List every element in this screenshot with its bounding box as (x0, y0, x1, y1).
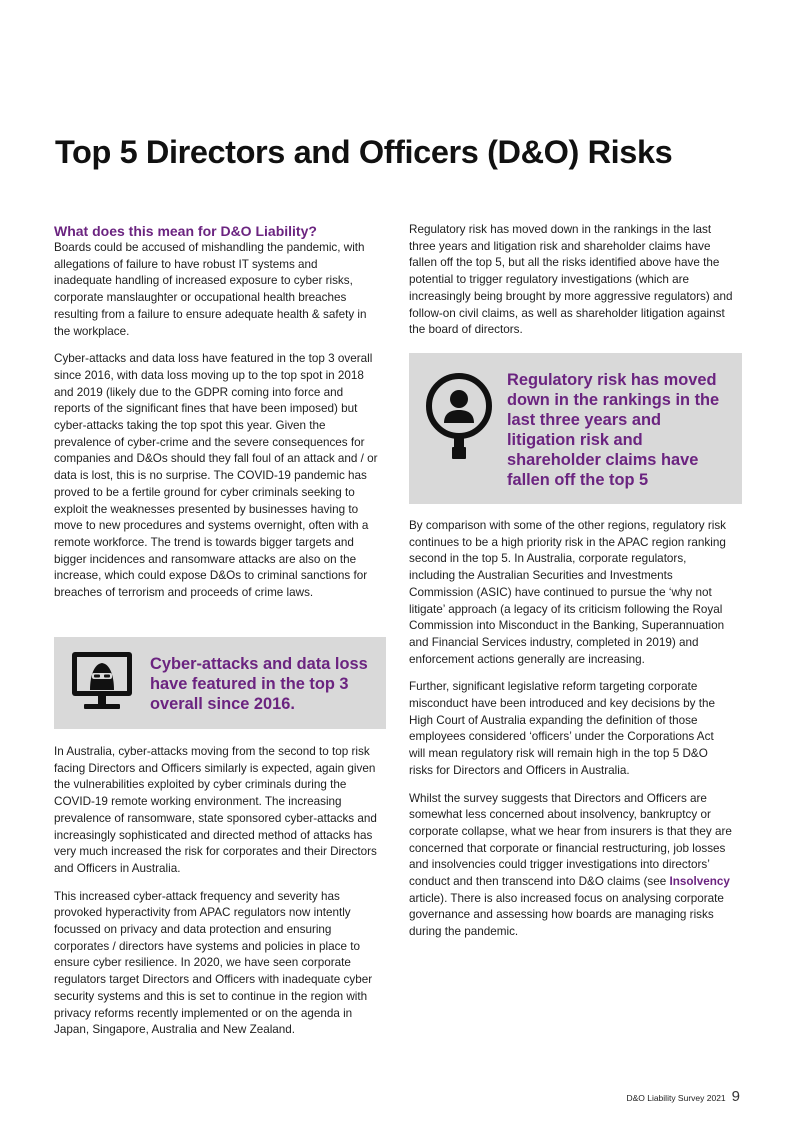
callout-text: Cyber-attacks and data loss have featured in the top 3 overall since 2016. (150, 655, 368, 713)
left-column (54, 222, 378, 602)
paragraph: In Australia, cyber-attacks moving from the second to top risk facing Directors and Officers similarly is expected, again given the vulnerabilities exploited by cyber criminals during the COVID-19 remote working environment. The increasing prevalence of ransomware, state sponsored cyber-attacks and increasingly sophisticated and directed method of attacks has very much increased the risk for corporates and their Directors and Officers in Australia. (54, 745, 377, 875)
paragraph: Cyber-attacks and data loss have featured in the top 3 overall since 2016, with data loss moving up to the top spot in 2018 and 2019 (likely due to the GDPR coming into force and reports of the significant fines that have been imposed) but cyber-attacks taking the top spot this year. Given the prevalence of cyber-crime and the severe consequences for companies and D&Os should they fall foul of an attack and / or data is lost, this is no surprise. The COVID-19 pandemic has proved to be a fertile ground for cyber criminals seeking to exploit the weaknesses presented by businesses having to move to new procedures and systems overnight, often with a remote workforce. The trend is towards bigger targets and bigger incidences and ransomware attacks are also on the increase, which could expose D&Os to criminal sanctions for breaches of terrorism and proceeds of crime laws. (54, 352, 378, 600)
text-run: Whilst the survey suggests that Directors and Officers are somewhat less concerned about insolvency, bankruptcy or corporate collapse, what we hear from insurers is that they are concerned that corporate or financial restructuring, job losses and insolvencies could trigger investigations into directors’ conduct and then transcend into D&O claims (see (409, 791, 732, 889)
callout-text: Regulatory risk has moved down in the rankings in the last three years and litigation risk and shareholder claims have fallen off the top 5 (507, 371, 720, 489)
right-column-lower (409, 518, 733, 941)
section-heading: What does this mean for D&O Liability? (54, 223, 317, 239)
right-column (409, 222, 733, 339)
footer-label: D&O Liability Survey 2021 (626, 1093, 726, 1103)
text-run: article). There is also increased focus on analysing corporate governance and assessing how boards are managing risks during the pandemic. (409, 891, 724, 939)
callout-box-cyber (54, 637, 386, 729)
callout-box-regulatory (409, 353, 742, 504)
left-column-lower (54, 744, 378, 1039)
page-title: Top 5 Directors and Officers (D&O) Risks (55, 134, 673, 170)
page-number: 9 (731, 1088, 740, 1105)
hacker-computer-icon (70, 650, 134, 714)
paragraph: This increased cyber-attack frequency and severity has provoked hyperactivity from APAC regulators now intently focussed on privacy and data protection and ensuring corporates / directors have systems and policies in place to ensure cyber resilience. In 2020, we have seen corporate regulators target Directors and Officers with inadequate cyber security systems and this is set to continue in the region with privacy reforms recently implemented or on the agenda in Japan, Singapore, Australia and New Zealand. (54, 889, 373, 1037)
page-footer (626, 1088, 740, 1105)
insolvency-link[interactable]: Insolvency (669, 875, 730, 889)
paragraph: Regulatory risk has moved down in the rankings in the last three years and litigation risk and shareholder claims have fallen off the top 5, but all the risks identified above have the potential to trigger regulatory investigations (which are increasingly being brought by more aggressive regulators) and follow-on civil claims, as well as shareholder litigation against the board of directors. (409, 223, 733, 337)
paragraph: By comparison with some of the other regions, regulatory risk continues to be a high priority risk in the APAC region ranking second in the top 5. In Australia, corporate regulators, including the Australian Securities and Investments Commission (ASIC) have continued to pursue the ‘why not litigate’ approach (a legacy of its criticism following the Royal Commission into Misconduct in the Banking, Superannuation and Financial Services industry, completed in 2019) and enforcement actions generally are increasing. (409, 519, 727, 666)
paragraph: Boards could be accused of mishandling the pandemic, with allegations of failure to have robust IT systems and inadequate handling of increased exposure to cyber risks, corporate manslaughter or occupational health breaches resulting from a failure to ensure adequate health & safety in the workplace. (54, 241, 367, 338)
paragraph (409, 791, 733, 941)
person-magnifier-icon (424, 373, 494, 461)
paragraph: Further, significant legislative reform targeting corporate misconduct have been introduced and key decisions by the High Court of Australia expanding the definition of those employees considered ‘officers’ under the Corporations Act will mean regulatory risk will remain high in the top 5 D&O risks for Directors and Officers in Australia. (409, 680, 716, 777)
